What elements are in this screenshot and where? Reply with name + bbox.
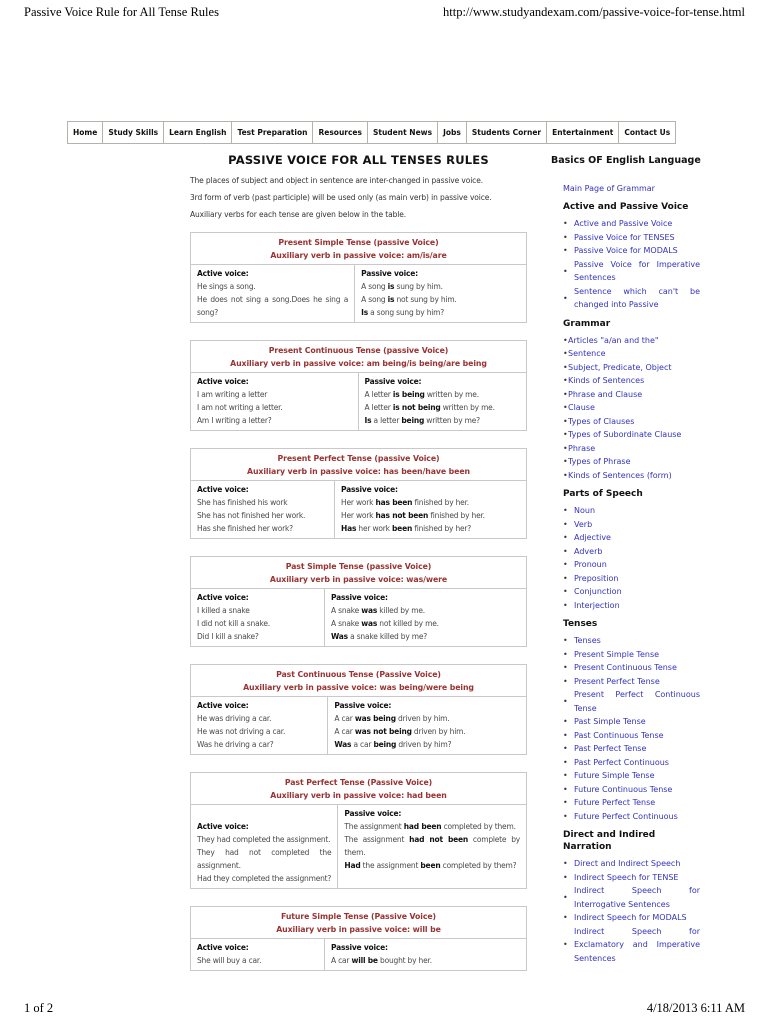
bullet-icon: •: [563, 771, 568, 781]
active-voice-column: [191, 697, 328, 754]
sentence-line: Is a song sung by him?: [361, 308, 445, 317]
sidebar-link-passive-voice-for-tenses[interactable]: Passive Voice for TENSES: [574, 232, 675, 242]
sentence-line: Active voice:: [197, 943, 249, 952]
sidebar-link-noun[interactable]: Noun: [574, 506, 596, 515]
sidebar-list: [563, 334, 703, 483]
sidebar-link-direct-and-indirect-speech[interactable]: Direct and Indirect Speech: [574, 859, 681, 868]
table-subtitle: Auxiliary verb in passive voice: has been/have been: [247, 467, 470, 476]
sidebar-item: [563, 661, 703, 675]
table-title-block: [191, 773, 526, 805]
sentence-line: Has she finished her work?: [197, 524, 293, 533]
sidebar-link-pronoun[interactable]: Pronoun: [574, 560, 607, 569]
sidebar-link-future-simple-tense[interactable]: Future Simple Tense: [574, 771, 655, 780]
table-subtitle: Auxiliary verb in passive voice: am/is/are: [270, 251, 447, 260]
bullet-icon: •: [563, 430, 568, 440]
sentence-line: He sings a song.: [197, 282, 256, 291]
sidebar-item: [563, 469, 703, 483]
bullet-icon: •: [563, 335, 568, 345]
table-subtitle: Auxiliary verb in passive voice: had been: [270, 791, 447, 800]
sentence-line: She has finished his work: [197, 498, 288, 507]
sidebar-item: [563, 231, 703, 245]
active-voice-column: [191, 805, 338, 888]
sidebar-list: [563, 217, 703, 312]
bullet-icon: •: [563, 457, 568, 467]
sidebar-link-types-of-clauses[interactable]: Types of Clauses: [568, 416, 635, 426]
sentence-line: I did not kill a snake.: [197, 619, 270, 628]
sidebar-link-past-perfect-tense[interactable]: Past Perfect Tense: [574, 744, 647, 753]
print-footer-page: 1 of 2: [24, 1001, 54, 1015]
sidebar-item: [563, 585, 703, 599]
active-voice-column: [191, 589, 325, 646]
sidebar-item: [563, 715, 703, 729]
active-voice-column: [191, 265, 355, 322]
tense-table-past-perfect-tense-passive-voice: [190, 772, 527, 889]
sentence-line: Has her work been finished by her?: [341, 524, 472, 533]
sidebar-item: [563, 558, 703, 572]
sidebar-link-kinds-of-sentences[interactable]: Kinds of Sentences: [568, 376, 645, 385]
bullet-icon: •: [563, 362, 568, 372]
passive-voice-column: [359, 373, 527, 430]
active-voice-column: [191, 939, 325, 970]
sidebar-link-active-and-passive-voice[interactable]: Active and Passive Voice: [574, 219, 673, 228]
bullet-icon: •: [563, 560, 568, 570]
sidebar-list: [563, 634, 703, 823]
sentence-line: Active voice:: [197, 593, 249, 602]
sentence-line: Passive voice:: [341, 485, 398, 494]
tables: [190, 232, 527, 971]
sidebar-link-types-of-subordinate-clause[interactable]: Types of Subordinate Clause: [568, 430, 682, 439]
sidebar-item: [563, 742, 703, 756]
sentence-line: She has not finished her work.: [197, 511, 306, 520]
sidebar-item: [563, 334, 703, 348]
bullet-icon: •: [563, 443, 568, 453]
bullet-icon: •: [563, 676, 568, 686]
sentence-line: Her work has not been finished by her.: [341, 511, 485, 520]
sentence-line: I am not writing a letter.: [197, 403, 283, 412]
sidebar-list: [563, 504, 703, 612]
sentence-line: They had completed the assignment.: [197, 835, 331, 844]
bullet-icon: •: [563, 587, 568, 597]
sentence-line: He was not driving a car.: [197, 727, 286, 736]
sentence-line: [197, 807, 331, 820]
sentence-line: A song is not sung by him.: [361, 295, 457, 304]
table-title: Past Continuous Tense (Passive Voice): [276, 670, 441, 679]
table-body: [191, 805, 526, 888]
bullet-icon: •: [563, 266, 568, 276]
nav-item-students-corner[interactable]: Students Corner: [467, 121, 547, 144]
sidebar-item: [563, 729, 703, 743]
sidebar-section-heading-tenses: Tenses: [563, 619, 598, 629]
sentence-line: Was a car being driven by him?: [334, 740, 452, 749]
sentence-line: The assignment had not been complete by them.: [344, 835, 520, 857]
sidebar-link-indirect-speech-for-exclamatory-and-imperative-sentences[interactable]: Indirect Speech for Exclamatory and Imperative Sentences: [574, 926, 700, 963]
bullet-icon: •: [563, 798, 568, 808]
table-subtitle: Auxiliary verb in passive voice: was being/were being: [243, 683, 474, 692]
table-title-block: [191, 557, 526, 589]
sidebar-link-present-simple-tense[interactable]: Present Simple Tense: [574, 649, 660, 659]
print-header: [24, 5, 745, 20]
sidebar-item: [563, 518, 703, 532]
sidebar-link-types-of-phrase[interactable]: Types of Phrase: [568, 457, 631, 466]
bullet-icon: •: [563, 784, 568, 794]
sentence-line: A song is sung by him.: [361, 282, 443, 291]
sidebar-item: [563, 572, 703, 586]
sentence-line: Active voice:: [197, 269, 249, 278]
table-body: [191, 265, 526, 322]
bullet-icon: •: [563, 293, 568, 303]
sidebar-item: [563, 258, 703, 285]
sentence-line: A letter is being written by me.: [364, 390, 479, 399]
passive-voice-column: [328, 697, 526, 754]
sentence-line: A snake was not killed by me.: [331, 619, 439, 628]
bullet-icon: •: [563, 872, 568, 882]
sidebar-link-passive-voice-for-imperative-sentences[interactable]: Passive Voice for Imperative Sentences: [574, 259, 700, 282]
bullet-icon: •: [563, 232, 568, 242]
bullet-icon: •: [563, 246, 568, 256]
bullet-icon: •: [563, 506, 568, 516]
sentence-line: The assignment had been completed by them.: [344, 822, 516, 831]
passive-voice-column: [355, 265, 526, 322]
sentence-line: A letter is not being written by me.: [364, 403, 495, 412]
sidebar-link-future-continuous-tense[interactable]: Future Continuous Tense: [574, 784, 673, 794]
tense-table-past-continuous-tense-passive-voice: [190, 664, 527, 755]
sidebar-item: [563, 545, 703, 559]
bullet-icon: •: [563, 389, 568, 399]
sentence-line: Is a letter being written by me?: [364, 416, 480, 425]
sidebar-item: [563, 925, 703, 966]
sidebar-heading: Basics OF English Language: [551, 155, 701, 166]
sidebar-item: [563, 347, 703, 361]
sentence-line: I killed a snake: [197, 606, 250, 615]
sidebar-link-sentence-which-can-t-be-changed-into-passive[interactable]: Sentence which can't be changed into Passive: [574, 286, 700, 309]
sidebar-link-adjective[interactable]: Adjective: [574, 533, 611, 542]
bullet-icon: •: [563, 811, 568, 821]
bullet-icon: •: [563, 600, 568, 610]
sidebar-link-phrase[interactable]: Phrase: [568, 443, 596, 453]
sidebar-item: [563, 244, 703, 258]
sentence-line: A car was not being driven by him.: [334, 727, 466, 736]
sidebar-link-passive-voice-for-modals[interactable]: Passive Voice for MODALS: [574, 246, 678, 255]
sidebar-link-past-continuous-tense[interactable]: Past Continuous Tense: [574, 730, 664, 740]
sidebar-item: [563, 285, 703, 312]
nav-item-jobs[interactable]: Jobs: [438, 121, 467, 144]
sentence-line: Active voice:: [197, 485, 249, 494]
table-body: [191, 481, 526, 538]
bullet-icon: •: [563, 636, 568, 646]
nav-item-home[interactable]: Home: [67, 121, 103, 144]
sidebar-link-tenses[interactable]: Tenses: [574, 636, 601, 645]
sidebar-link-kinds-of-sentences-form[interactable]: Kinds of Sentences (form): [568, 470, 672, 480]
table-title-block: [191, 341, 526, 373]
bullet-icon: •: [563, 403, 568, 413]
sidebar-item: [563, 455, 703, 469]
bullet-icon: •: [563, 533, 568, 543]
sidebar-item: [563, 361, 703, 375]
page-title: PASSIVE VOICE FOR ALL TENSES RULES: [228, 153, 489, 167]
table-title-block: [191, 233, 526, 265]
sentence-line: A car was being driven by him.: [334, 714, 450, 723]
tense-table-past-simple-tense-passive-voice: [190, 556, 527, 647]
sidebar-item: [563, 810, 703, 824]
sentence-line: Did I kill a snake?: [197, 632, 259, 641]
sentence-line: I am writing a letter: [197, 390, 268, 399]
table-title-block: [191, 665, 526, 697]
sidebar-link-preposition[interactable]: Preposition: [574, 573, 619, 583]
bullet-icon: •: [563, 940, 568, 950]
bullet-icon: •: [563, 219, 568, 229]
table-body: [191, 373, 526, 430]
sentence-line: He was driving a car.: [197, 714, 272, 723]
main-page-of-grammar-link[interactable]: Main Page of Grammar: [563, 184, 655, 193]
sentence-line: Her work has been finished by her.: [341, 498, 469, 507]
sidebar-item: [563, 911, 703, 925]
bullet-icon: •: [563, 893, 568, 902]
sidebar-item: [563, 442, 703, 456]
tense-table-present-continuous-tense-passive-voice: [190, 340, 527, 431]
nav-item-student-news[interactable]: Student News: [368, 121, 438, 144]
bullet-icon: •: [563, 859, 568, 869]
sidebar-link-indirect-speech-for-interrogative-sentences[interactable]: Indirect Speech for Interrogative Sentences: [574, 886, 700, 909]
sidebar-item: [563, 688, 703, 715]
sentence-line: A snake was killed by me.: [331, 606, 425, 615]
table-subtitle: Auxiliary verb in passive voice: was/were: [269, 575, 448, 584]
nav-item-entertainment[interactable]: Entertainment: [547, 121, 619, 144]
sentence-line: Active voice:: [197, 377, 249, 386]
sidebar-item: [563, 428, 703, 442]
bullet-icon: •: [563, 757, 568, 767]
sidebar: [551, 153, 721, 965]
sentence-line: Active voice:: [197, 701, 249, 710]
table-body: [191, 589, 526, 646]
sentence-line: Active voice:: [197, 822, 249, 831]
sidebar-link-past-simple-tense[interactable]: Past Simple Tense: [574, 717, 646, 726]
sentence-line: Had the assignment been completed by them?: [344, 861, 517, 870]
main-content: [190, 153, 527, 971]
sidebar-item: [563, 769, 703, 783]
bullet-icon: •: [563, 730, 568, 740]
sidebar-link-future-perfect-tense[interactable]: Future Perfect Tense: [574, 798, 656, 807]
bullet-icon: •: [563, 573, 568, 583]
table-title-block: [191, 907, 526, 939]
sentence-line: They had not completed the assignment.: [197, 848, 332, 870]
sentence-line: Passive voice:: [364, 377, 422, 386]
table-title: Future Simple Tense (Passive Voice): [280, 912, 437, 921]
sidebar-link-past-perfect-continuous[interactable]: Past Perfect Continuous: [574, 757, 669, 767]
sentence-line: A car will be bought by her.: [331, 956, 432, 965]
sidebar-item: [563, 388, 703, 402]
nav-item-contact-us[interactable]: Contact Us: [619, 121, 676, 144]
table-title: Past Perfect Tense (Passive Voice): [284, 778, 433, 787]
table-title: Present Continuous Tense (passive Voice): [268, 346, 449, 355]
sidebar-link-present-perfect-tense[interactable]: Present Perfect Tense: [574, 676, 660, 686]
sidebar-section-heading-active-and-passive-voice: Active and Passive Voice: [563, 202, 689, 212]
table-subtitle: Auxiliary verb in passive voice: will be: [276, 925, 441, 934]
sidebar-section-heading-grammar: Grammar: [563, 318, 611, 329]
nav-item-learn-english[interactable]: Learn English: [164, 121, 232, 144]
sidebar-item: [563, 796, 703, 810]
sidebar-link-interjection[interactable]: Interjection: [574, 600, 620, 610]
passive-voice-column: [335, 481, 526, 538]
bullet-icon: •: [563, 519, 568, 529]
sidebar-item: [563, 648, 703, 662]
sidebar-link-clause[interactable]: Clause: [568, 403, 595, 412]
table-body: [191, 939, 526, 970]
table-title: Present Simple Tense (passive Voice): [278, 238, 439, 247]
sidebar-item: [563, 871, 703, 885]
sidebar-item: [563, 675, 703, 689]
sentence-line: Passive voice:: [331, 593, 388, 602]
sidebar-link-present-perfect-continuous-tense[interactable]: Present Perfect Continuous Tense: [574, 690, 700, 713]
sidebar-item: [563, 756, 703, 770]
bullet-icon: •: [563, 697, 568, 706]
bullet-icon: •: [563, 376, 568, 386]
sentence-line: Passive voice:: [361, 269, 418, 278]
table-body: [191, 697, 526, 754]
intro-line: 3rd form of verb (past participle) will be used only (as main verb) in passive voice.: [190, 193, 492, 202]
passive-voice-column: [325, 589, 526, 646]
intro-line: Auxiliary verbs for each tense are given below in the table.: [190, 210, 407, 219]
sentence-line: Passive voice:: [344, 809, 402, 818]
sentence-line: Am I writing a letter?: [197, 416, 272, 425]
sidebar-item: [563, 783, 703, 797]
print-footer: [24, 1001, 745, 1016]
bullet-icon: •: [563, 649, 568, 659]
bullet-icon: •: [563, 470, 568, 480]
sentence-line: He does not sing a song.Does he sing a song?: [197, 295, 349, 317]
sidebar-list: [563, 857, 703, 965]
sidebar-item: [563, 599, 703, 613]
sidebar-link-indirect-speech-for-tense[interactable]: Indirect Speech for TENSE: [574, 872, 679, 882]
tense-table-future-simple-tense-passive-voice: [190, 906, 527, 971]
sidebar-item: [563, 531, 703, 545]
sidebar-link-articles-a-an-and-the[interactable]: Articles "a/an and the": [568, 335, 659, 345]
sidebar-item: [563, 401, 703, 415]
table-title-block: [191, 449, 526, 481]
sidebar-section-heading-direct-and-indired-narration: Direct and Indired Narration: [563, 830, 656, 852]
active-voice-column: [191, 481, 335, 538]
sidebar-sections: [563, 201, 703, 965]
sidebar-link-conjunction[interactable]: Conjunction: [574, 587, 622, 596]
passive-voice-column: [338, 805, 526, 888]
sidebar-link-indirect-speech-for-modals[interactable]: Indirect Speech for MODALS: [574, 913, 687, 922]
bullet-icon: •: [563, 546, 568, 556]
active-voice-column: [191, 373, 359, 430]
sidebar-item: [563, 857, 703, 871]
sidebar-link-sentence[interactable]: Sentence: [568, 349, 606, 358]
sidebar-link-present-continuous-tense[interactable]: Present Continuous Tense: [574, 663, 677, 672]
table-subtitle: Auxiliary verb in passive voice: am being/is being/are being: [230, 359, 487, 368]
intro-line: The places of subject and object in sentence are inter-changed in passive voice.: [190, 176, 484, 185]
nav-item-resources[interactable]: Resources: [313, 121, 368, 144]
bullet-icon: •: [563, 744, 568, 754]
sidebar-item: [563, 634, 703, 648]
sidebar-inner: [563, 182, 703, 965]
print-footer-timestamp: 4/18/2013 6:11 AM: [646, 1001, 745, 1015]
nav-item-study-skills[interactable]: Study Skills: [103, 121, 164, 144]
sentence-line: Was a snake killed by me?: [331, 632, 428, 641]
navbar: [67, 121, 676, 144]
sentence-line: Had they completed the assignment?: [197, 874, 332, 883]
sidebar-item: [563, 415, 703, 429]
sentence-line: Passive voice:: [334, 701, 392, 710]
sidebar-link-verb[interactable]: Verb: [574, 519, 593, 529]
passive-voice-column: [325, 939, 526, 970]
intro-paragraphs: [190, 172, 527, 223]
sidebar-item: [563, 374, 703, 388]
sidebar-item: [563, 884, 703, 911]
sidebar-link-future-perfect-continuous[interactable]: Future Perfect Continuous: [574, 811, 678, 821]
sidebar-link-phrase-and-clause[interactable]: Phrase and Clause: [568, 389, 643, 399]
table-title: Present Perfect Tense (passive Voice): [277, 454, 440, 463]
bullet-icon: •: [563, 913, 568, 923]
sidebar-section-heading-parts-of-speech: Parts of Speech: [563, 489, 643, 499]
sidebar-item: [563, 504, 703, 518]
sidebar-link-adverb[interactable]: Adverb: [574, 546, 603, 556]
tense-table-present-perfect-tense-passive-voice: [190, 448, 527, 539]
table-title: Past Simple Tense (passive Voice): [285, 562, 432, 571]
bullet-icon: •: [563, 416, 568, 426]
sentence-line: She will buy a car.: [197, 956, 262, 965]
tense-table-present-simple-tense-passive-voice: [190, 232, 527, 323]
sidebar-item: [563, 217, 703, 231]
print-header-url: http://www.studyandexam.com/passive-voice-for-tense.html: [443, 5, 745, 19]
sentence-line: Was he driving a car?: [197, 740, 274, 749]
sidebar-link-subject-predicate-object[interactable]: Subject, Predicate, Object: [568, 362, 672, 372]
bullet-icon: •: [563, 349, 568, 359]
nav-item-test-preparation[interactable]: Test Preparation: [232, 121, 313, 144]
sentence-line: Passive voice:: [331, 943, 388, 952]
print-header-title: Passive Voice Rule for All Tense Rules: [24, 5, 219, 19]
bullet-icon: •: [563, 663, 568, 673]
bullet-icon: •: [563, 717, 568, 727]
